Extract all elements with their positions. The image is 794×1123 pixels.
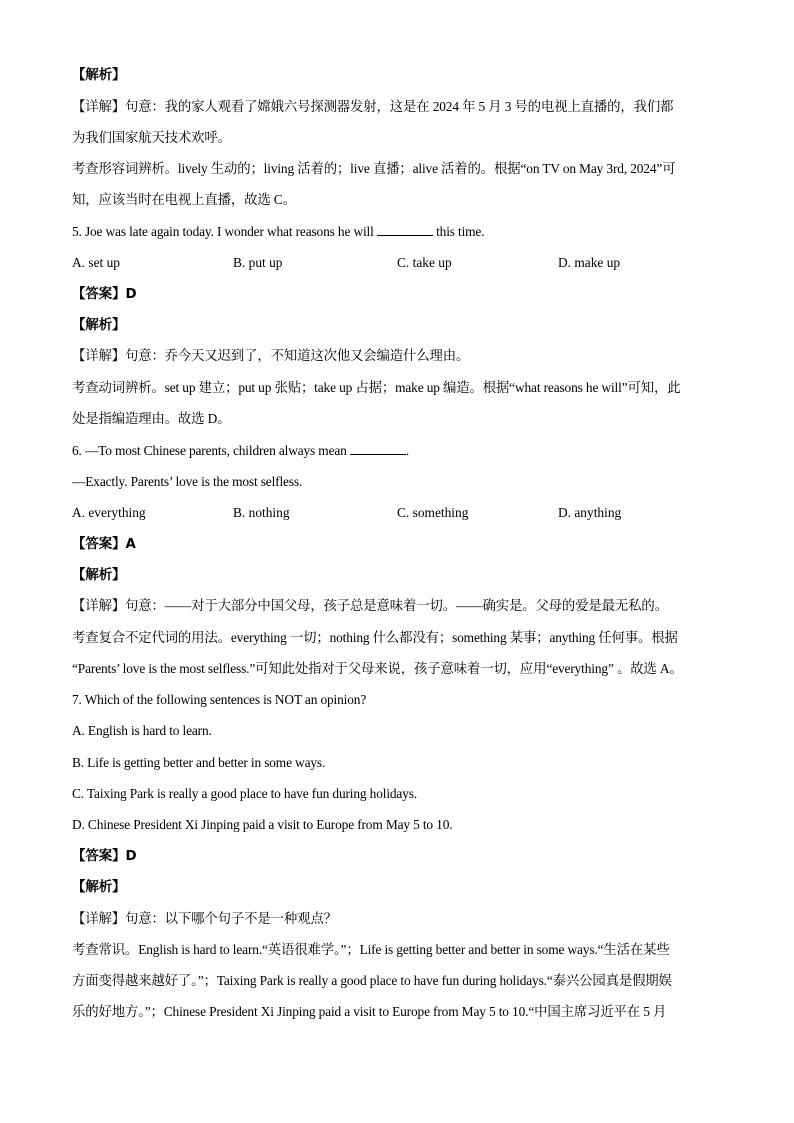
question-5-text-after: this time. xyxy=(432,224,485,239)
question-5-options xyxy=(72,253,732,273)
question-5-text-before: 5. Joe was late again today. I wonder what reasons he will xyxy=(72,224,377,239)
option-d: D. anything xyxy=(558,505,622,520)
question-7-analysis-heading: 【解析】 xyxy=(72,880,126,895)
question-7-analysis-line-3: 乐的好地方。”；Chinese President Xi Jinping paid a visit to Europe from May 5 to 10.“中国主席习近平在 5 月 xyxy=(72,1004,667,1019)
q4-explanation-line-2: 为我们国家航天技术欢呼。 xyxy=(72,130,231,145)
question-6-reply: —Exactly. Parents’ love is the most selfless. xyxy=(72,474,303,489)
question-7-answer: 【答案】D xyxy=(72,849,137,864)
answer-blank xyxy=(377,223,433,236)
option-a: A. everything xyxy=(72,505,146,520)
question-5-analysis-heading: 【解析】 xyxy=(72,318,126,333)
question-6-analysis-heading: 【解析】 xyxy=(72,568,126,583)
question-5-explanation: 【详解】句意：乔今天又迟到了，不知道这次他又会编造什么理由。 xyxy=(72,348,470,363)
question-7-explanation: 【详解】句意：以下哪个句子不是一种观点？ xyxy=(72,911,337,926)
question-7-analysis-line-2: 方面变得越来越好了。”；Taixing Park is really a good place to have fun during holidays.“泰兴公园真是假期娱 xyxy=(72,973,672,988)
question-5-analysis-line-1: 考查动词辨析。set up 建立；put up 张贴；take up 占据；make up 编造。根据“what reasons he will”可知，此 xyxy=(72,380,681,395)
question-7-option-c: C. Taixing Park is really a good place to have fun during holidays. xyxy=(72,786,418,801)
question-6-text-before: 6. —To most Chinese parents, children always mean xyxy=(72,443,350,458)
question-7-option-d: D. Chinese President Xi Jinping paid a visit to Europe from May 5 to 10. xyxy=(72,817,453,832)
question-6-options xyxy=(72,503,732,523)
answer-blank xyxy=(350,442,406,455)
question-6 xyxy=(72,441,732,461)
question-6-answer: 【答案】A xyxy=(72,537,136,552)
option-a: A. set up xyxy=(72,255,120,270)
q4-analysis-line-1: 考查形容词辨析。lively 生动的；living 活着的；live 直播；alive 活着的。根据“on TV on May 3rd, 2024”可 xyxy=(72,161,676,176)
question-7-option-a: A. English is hard to learn. xyxy=(72,723,212,738)
question-6-analysis-line-1: 考查复合不定代词的用法。everything 一切；nothing 什么都没有；something 某事；anything 任何事。根据 xyxy=(72,630,678,645)
question-7-analysis-line-1: 考查常识。English is hard to learn.“英语很难学。”；Life is getting better and better in some ways.“生活在某些 xyxy=(72,942,670,957)
q4-explanation-line-1: 【详解】句意：我的家人观看了嫦娥六号探测器发射，这是在 2024 年 5 月 3 号的电视上直播的，我们都 xyxy=(72,99,674,114)
option-c: C. something xyxy=(397,505,469,520)
question-6-analysis-line-2: “Parents’ love is the most selfless.”可知此处指对于父母来说，孩子意味着一切，应用“everything” 。故选 A。 xyxy=(72,661,683,676)
option-b: B. put up xyxy=(233,255,283,270)
option-b: B. nothing xyxy=(233,505,290,520)
question-5 xyxy=(72,222,732,242)
question-6-text-after: . xyxy=(405,443,410,458)
question-7: 7. Which of the following sentences is NOT an opinion? xyxy=(72,692,367,707)
question-7-option-b: B. Life is getting better and better in some ways. xyxy=(72,755,326,770)
q4-analysis-line-2: 知，应该当时在电视上直播，故选 C。 xyxy=(72,192,296,207)
question-6-explanation: 【详解】句意：——对于大部分中国父母，孩子总是意味着一切。——确实是。父母的爱是最无私的。 xyxy=(72,598,668,613)
option-d: D. make up xyxy=(558,255,621,270)
analysis-heading: 【解析】 xyxy=(72,68,126,83)
question-5-analysis-line-2: 处是指编造理由。故选 D。 xyxy=(72,411,231,426)
question-5-answer: 【答案】D xyxy=(72,287,137,302)
option-c: C. take up xyxy=(397,255,452,270)
